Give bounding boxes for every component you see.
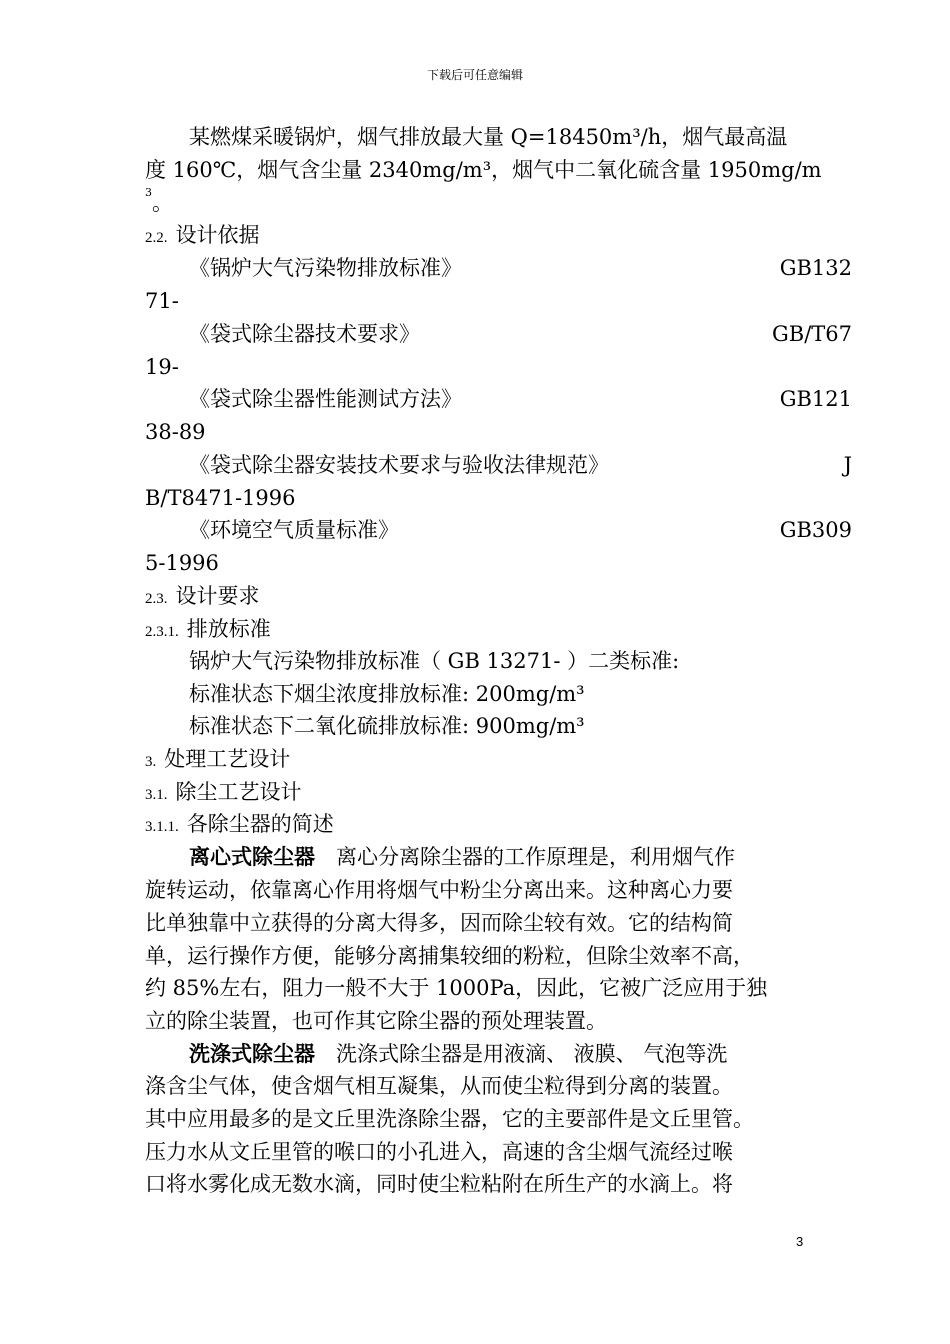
standard-item bbox=[145, 514, 852, 547]
standard-name: 《锅炉大气污染物排放标准》 bbox=[189, 256, 462, 280]
standard-code: GB121 bbox=[779, 387, 852, 411]
standard-item bbox=[145, 449, 852, 482]
standard-code: J bbox=[843, 453, 852, 477]
superscript-3: 3 bbox=[145, 186, 152, 199]
standard-name: 《环境空气质量标准》 bbox=[189, 518, 399, 542]
intro-line-2: 度 160℃，烟气含尘量 2340mg/m³，烟气中二氧化硫含量 1950mg/m bbox=[145, 158, 822, 182]
section-number: 2.2. bbox=[145, 230, 168, 246]
intro-line-1: 某燃煤采暖锅炉，烟气排放最大量 Q=18450m³/h，烟气最高温 bbox=[189, 125, 788, 149]
paragraph-line: 比单独靠中立获得的分离大得多，因而除尘较有效。它的结构简 bbox=[145, 911, 733, 935]
section-title: 各除尘器的简述 bbox=[186, 812, 334, 836]
paragraph-line: 其中应用最多的是文丘里洗涤除尘器，它的主要部件是文丘里管。 bbox=[145, 1107, 754, 1131]
section-3-1-heading bbox=[145, 776, 808, 809]
term-centrifugal: 离心式除尘器 bbox=[189, 845, 315, 869]
standard-item bbox=[145, 383, 852, 416]
standard-code: GB309 bbox=[779, 518, 852, 542]
paragraph-text: 洗涤式除尘器是用液滴、 液膜、 气泡等洗 bbox=[336, 1042, 728, 1066]
section-number: 2.3. bbox=[145, 591, 168, 607]
paragraph-line: 口将水雾化成无数水滴，同时使尘粒粘附在所生产的水滴上。将 bbox=[145, 1172, 733, 1196]
paragraph-line: 单，运行操作方便，能够分离捕集较细的粉粒，但除尘效率不高， bbox=[145, 944, 754, 968]
section-title: 设计依据 bbox=[175, 223, 260, 247]
intro-line-3 bbox=[145, 187, 808, 220]
paragraph-line: 压力水从文丘里管的喉口的小孔进入，高速的含尘烟气流经过喉 bbox=[145, 1140, 733, 1164]
standard-name: 《袋式除尘器技术要求》 bbox=[189, 322, 420, 346]
section-3-1-1-heading bbox=[145, 808, 808, 841]
standard-name: 《袋式除尘器安装技术要求与验收法律规范》 bbox=[189, 453, 609, 477]
standard-code-continued: 19- bbox=[145, 355, 179, 379]
paragraph-centrifugal-line-1 bbox=[145, 841, 852, 874]
page-number: 3 bbox=[796, 1234, 804, 1249]
term-scrubber: 洗涤式除尘器 bbox=[189, 1042, 315, 1066]
dust-emission-limit: 标准状态下烟尘浓度排放标准: 200mg/m³ bbox=[189, 682, 585, 706]
section-3-heading bbox=[145, 743, 808, 776]
section-2-3-heading bbox=[145, 580, 808, 613]
paragraph-line: 涤含尘气体，使含烟气相互凝集，从而使尘粒得到分离的装置。 bbox=[145, 1074, 733, 1098]
standard-code-continued: 5-1996 bbox=[145, 551, 219, 575]
so2-emission-limit: 标准状态下二氧化硫排放标准: 900mg/m³ bbox=[189, 714, 585, 738]
paragraph-line: 立的除尘装置，也可作其它除尘器的预处理装置。 bbox=[145, 1009, 607, 1033]
section-2-3-1-heading bbox=[145, 613, 808, 646]
standard-code-continued: B/T8471-1996 bbox=[145, 486, 296, 510]
emission-standard-line: 锅炉大气污染物排放标准（ GB 13271- ）二类标准: bbox=[189, 649, 680, 673]
paragraph-line: 约 85%左右，阻力一般不大于 1000Pa，因此，它被广泛应用于独 bbox=[145, 976, 768, 1000]
section-title: 处理工艺设计 bbox=[164, 747, 291, 771]
section-number: 3.1. bbox=[145, 787, 168, 803]
paragraph-text: 离心分离除尘器的工作原理是，利用烟气作 bbox=[336, 845, 735, 869]
section-number: 3. bbox=[145, 754, 157, 770]
intro-line-3-tail: 。 bbox=[152, 191, 173, 215]
standard-name: 《袋式除尘器性能测试方法》 bbox=[189, 387, 462, 411]
standard-code: GB132 bbox=[779, 256, 852, 280]
section-title: 除尘工艺设计 bbox=[175, 780, 302, 804]
section-number: 2.3.1. bbox=[145, 624, 179, 640]
standard-code-continued: 38-89 bbox=[145, 420, 206, 444]
paragraph-line: 旋转运动，依靠离心作用将烟气中粉尘分离出来。这种离心力要 bbox=[145, 878, 733, 902]
standard-item bbox=[145, 252, 852, 285]
section-2-2-heading bbox=[145, 219, 808, 252]
section-title: 排放标准 bbox=[186, 617, 271, 641]
standard-code: GB/T67 bbox=[771, 322, 852, 346]
section-number: 3.1.1. bbox=[145, 819, 179, 835]
page-header: 下载后可任意编辑 bbox=[426, 68, 523, 82]
section-title: 设计要求 bbox=[175, 584, 260, 608]
paragraph-scrubber-line-1 bbox=[145, 1038, 852, 1071]
standard-code-continued: 71- bbox=[145, 289, 179, 313]
standard-item bbox=[145, 318, 852, 351]
